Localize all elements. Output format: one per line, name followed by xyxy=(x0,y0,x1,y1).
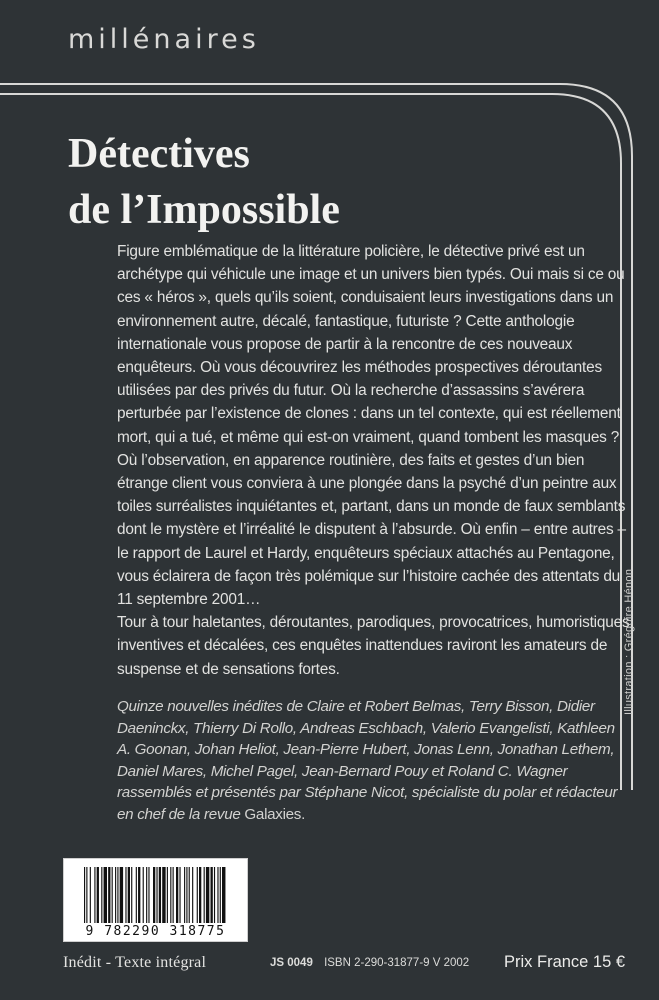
barcode-bar xyxy=(170,867,171,923)
authors-text: Quinze nouvelles inédites de Claire et Robert Belmas, Terry Bisson, Didier Daeninckx, Thierry Di Rollo, Andreas Eschbach, Valerio Evangelisti, Kathleen A. Goonan, Johan Heliot, Jean-Pierre Hubert, Jonas Lenn, Jonathan Lethem, Daniel Mares, Michel Pagel, Jean-Bernard Pouy et Roland C. Wagner rassemblés et présentés par Stéphane Nicot, spécialiste du polar et rédacteur en chef de la revue xyxy=(117,698,618,823)
barcode-bar xyxy=(211,867,213,923)
barcode-bar xyxy=(153,867,155,923)
barcode-bar xyxy=(186,867,187,923)
title-line-1: Détectives xyxy=(68,131,250,177)
barcode-bar xyxy=(199,867,201,923)
catalog-code: JS 0049 xyxy=(270,957,313,969)
barcode-bar xyxy=(86,867,87,923)
barcode-bar xyxy=(148,867,149,923)
edition-note: Inédit - Texte intégral xyxy=(63,954,207,971)
magazine-name: Galaxies. xyxy=(244,805,306,823)
book-title xyxy=(68,126,340,238)
barcode-bar xyxy=(192,867,193,923)
barcode-bar xyxy=(143,867,144,923)
barcode-bar xyxy=(184,867,185,923)
series-name: millénaires xyxy=(68,24,260,55)
barcode-bar xyxy=(156,867,157,923)
illustration-credit: Illustration : Grégoire Hénon xyxy=(623,568,635,715)
barcode-bar xyxy=(220,867,221,923)
barcode-bar xyxy=(112,867,113,923)
barcode-bar xyxy=(101,867,102,923)
description-paragraph-2: Tour à tour haletantes, déroutantes, parodiques, provocatrices, humoristiques, inventives et décalées, ces enquêtes inattendues raviront les amateurs de suspense et de sensations fortes. xyxy=(117,614,634,678)
barcode-bar xyxy=(131,867,132,923)
book-description xyxy=(117,240,637,681)
barcode-bar xyxy=(117,867,118,923)
barcode-bar xyxy=(128,867,130,923)
barcode-bars xyxy=(84,867,227,923)
barcode-bar xyxy=(146,867,147,923)
barcode-digits: 9 782290 318775 xyxy=(85,924,226,939)
price: Prix France 15 € xyxy=(504,953,626,971)
barcode-bar xyxy=(217,867,218,923)
barcode xyxy=(63,858,248,942)
barcode-bar xyxy=(189,867,190,923)
barcode-bar xyxy=(104,867,107,923)
barcode-bar xyxy=(94,867,95,923)
title-line-2: de l’Impossible xyxy=(68,187,340,233)
isbn: ISBN 2-290-31877-9 xyxy=(324,957,430,969)
barcode-bar xyxy=(167,867,168,923)
barcode-bar xyxy=(214,867,215,923)
barcode-bar xyxy=(108,867,110,923)
barcode-bar xyxy=(179,867,180,923)
barcode-bar xyxy=(97,867,99,923)
barcode-bar xyxy=(125,867,126,923)
barcode-bar xyxy=(84,867,85,923)
barcode-bar xyxy=(159,867,161,923)
publication-codes xyxy=(270,957,469,969)
barcode-bar xyxy=(204,867,205,923)
authors-list xyxy=(117,696,622,826)
barcode-bar xyxy=(197,867,198,923)
barcode-bar xyxy=(176,867,178,923)
barcode-bar xyxy=(115,867,116,923)
barcode-bar xyxy=(222,867,225,923)
barcode-bar xyxy=(206,867,209,923)
barcode-bar xyxy=(90,867,91,923)
barcode-bar xyxy=(138,867,140,923)
version: V 2002 xyxy=(432,957,470,969)
description-paragraph-1: Figure emblématique de la littérature policière, le détective privé est un archétype qui véhicule une image et un univers bien typés. Oui mais si ce ou ces « héros », quels qu’ils soient, conduisaient leurs investigations dans un environnement autre, décalé, fantastique, futuriste ? Cette anthologie internationale vous propose de partir à la rencontre de ces nouveaux enquêteurs. Où vous découvrirez les méthodes prospectives déroutantes utilisées par des privés du futur. Où la recherche d’assassins s’avérera perturbée par l’existence de clones : dans un tel contexte, qui est réellement mort, qui a tué, et même qui est-on vraiment, quand tombent les masques ? Où l’observation, en apparence routinière, des faits et gestes d’un bien étrange client vous conviera à une plongée dans la psyché d’un peintre aux toiles surréalistes inquiétantes et, partant, dans un monde de faux semblants dont le mystère et l’irréalité le disputent à l’absurde. Où enfin – entre autres – le rapport de Laurel et Hardy, enquêteurs spéciaux attachés au Pentagone, vous éclairera de façon très polémique sur l’histoire cachée des attentats du 11 septembre 2001… xyxy=(117,243,626,609)
barcode-bar xyxy=(173,867,174,923)
barcode-bar xyxy=(136,867,137,923)
barcode-bar xyxy=(120,867,123,923)
barcode-bar xyxy=(162,867,165,923)
